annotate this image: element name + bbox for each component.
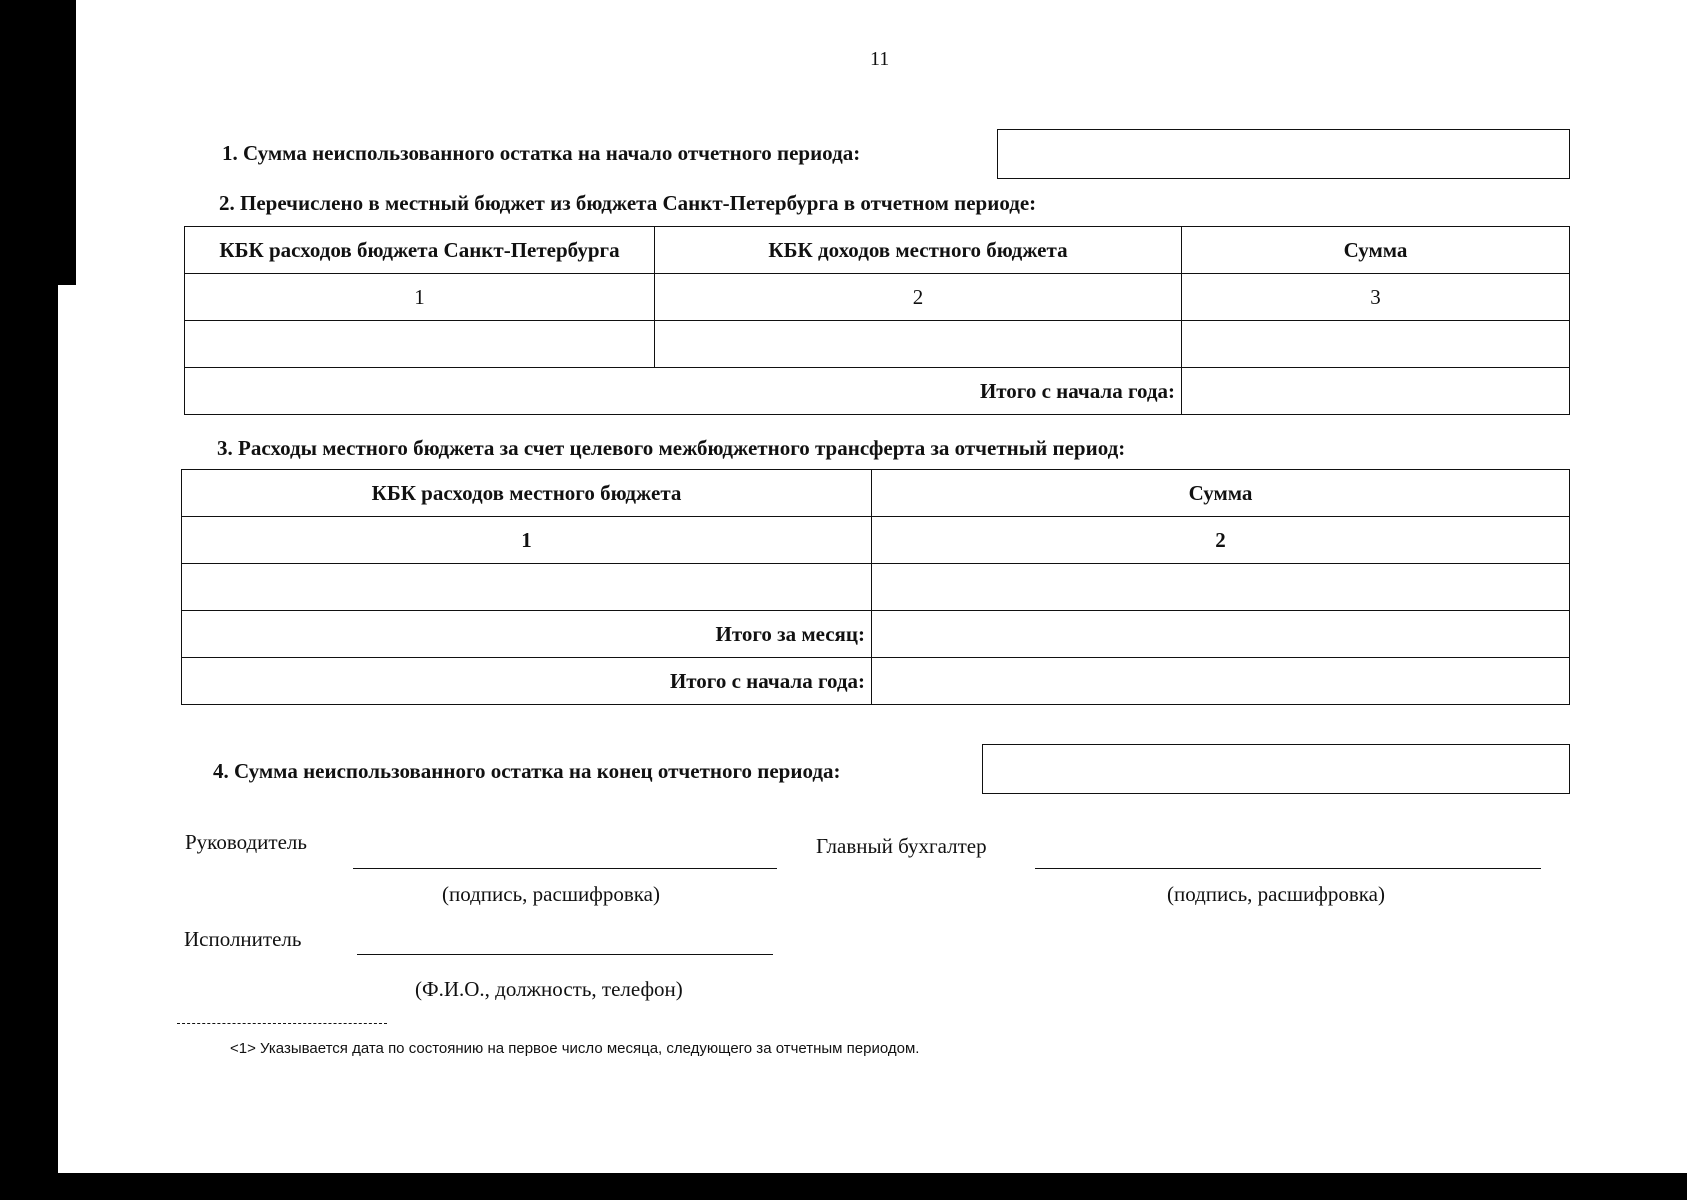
executor-label: Исполнитель [184,927,302,951]
column-number: 2 [872,517,1570,564]
executor-signature-line[interactable] [357,954,773,955]
total-row [185,368,1570,415]
total-month-label: Итого за месяц: [182,611,872,658]
scan-border-bottom [0,1173,1687,1200]
column-number: 2 [655,274,1182,321]
scan-border-left [0,0,76,285]
section3-title: 3. Расходы местного бюджета за счет целевого межбюджетного трансферта за отчетный период: [217,436,1126,460]
sum-cell[interactable] [872,564,1570,611]
header-kbk-local-income: КБК доходов местного бюджета [655,227,1182,274]
accountant-signature-caption: (подпись, расшифровка) [1167,882,1385,906]
total-year-label: Итого с начала года: [182,658,872,705]
table-row [185,321,1570,368]
footnote-separator [177,1023,387,1024]
accountant-signature-line[interactable] [1035,868,1541,869]
accountant-label: Главный бухгалтер [816,834,987,858]
table-header-row [185,227,1570,274]
total-month-value[interactable] [872,611,1570,658]
total-year-value[interactable] [1182,368,1570,415]
scan-border-left-lower [0,285,58,1200]
kbk-local-income-cell[interactable] [655,321,1182,368]
total-year-label: Итого с начала года: [185,368,1182,415]
table-row [182,564,1570,611]
footnote: <1> Указывается дата по состоянию на первое число месяца, следующего за отчетным периодом. [230,1040,920,1057]
kbk-spb-expenses-cell[interactable] [185,321,655,368]
page-number: 11 [870,48,890,70]
head-signature-line[interactable] [353,868,777,869]
column-number-row [185,274,1570,321]
column-number-row [182,517,1570,564]
header-sum: Сумма [1182,227,1570,274]
executor-signature-caption: (Ф.И.О., должность, телефон) [415,977,683,1001]
year-total-row [182,658,1570,705]
kbk-local-expenses-cell[interactable] [182,564,872,611]
section2-table [184,226,1570,415]
section4-title: 4. Сумма неиспользованного остатка на конец отчетного периода: [213,759,841,783]
section3-table [181,469,1570,705]
header-kbk-local-expenses: КБК расходов местного бюджета [182,470,872,517]
total-year-value[interactable] [872,658,1570,705]
section4-value-box[interactable] [982,744,1570,794]
column-number: 1 [185,274,655,321]
table-header-row [182,470,1570,517]
header-sum: Сумма [872,470,1570,517]
column-number: 3 [1182,274,1570,321]
sum-cell[interactable] [1182,321,1570,368]
month-total-row [182,611,1570,658]
section2-title: 2. Перечислено в местный бюджет из бюджета Санкт-Петербурга в отчетном периоде: [219,191,1037,215]
column-number: 1 [182,517,872,564]
section1-value-box[interactable] [997,129,1570,179]
head-signature-caption: (подпись, расшифровка) [442,882,660,906]
header-kbk-spb-expenses: КБК расходов бюджета Санкт-Петербурга [185,227,655,274]
section1-title: 1. Сумма неиспользованного остатка на начало отчетного периода: [222,141,861,165]
head-label: Руководитель [185,830,307,854]
